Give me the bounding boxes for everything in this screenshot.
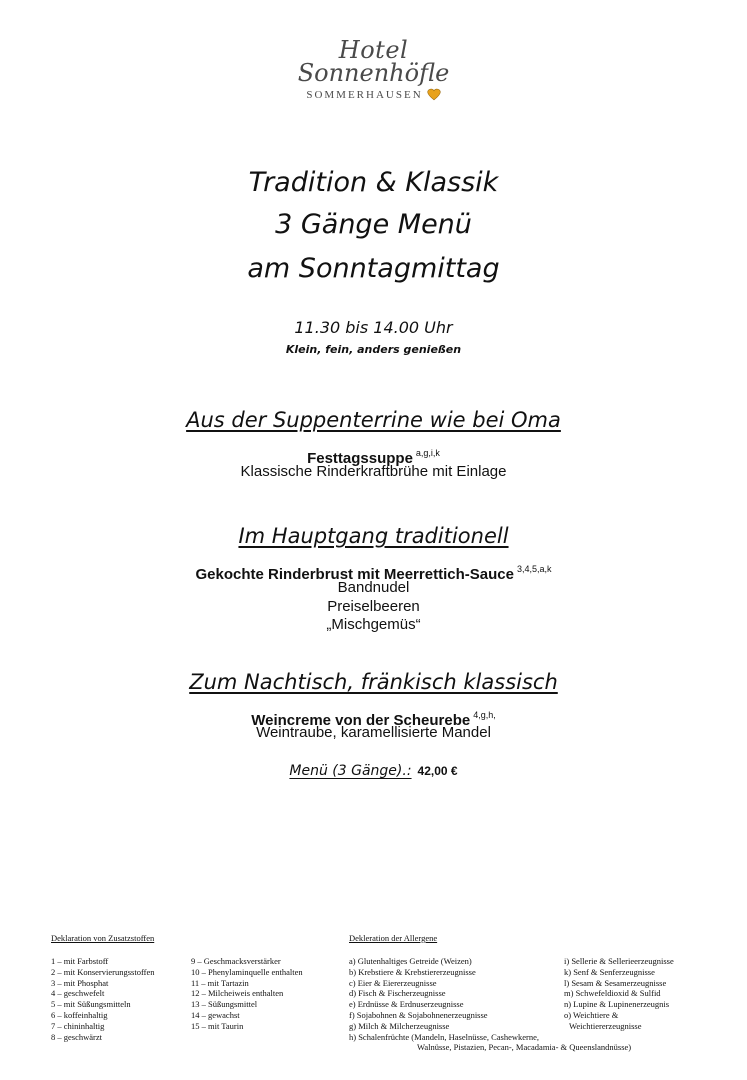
additive-item: 12 – Milcheiweis enthalten	[191, 988, 284, 999]
additive-item: 11 – mit Tartazin	[191, 977, 249, 988]
soup-description: Klassische Rinderkraftbrühe mit Einlage	[240, 463, 507, 480]
soup-dish-name: Festtagssuppe	[307, 450, 413, 467]
logo-name-text: Sonnenhöfle	[297, 59, 450, 87]
additive-item: 10 – Phenylaminquelle enthalten	[191, 966, 303, 977]
soup-heading: Aus der Suppenterrine wie bei Oma	[186, 408, 561, 432]
allergen-item: Weichtiererzeugnisse	[569, 1020, 642, 1031]
dessert-allergen-codes: 4,g,h,	[473, 710, 496, 720]
allergen-item: d) Fisch & Fischerzeugnisse	[349, 988, 446, 999]
additive-item: 5 – mit Süßungsmitteln	[51, 999, 131, 1010]
menu-title-line-2: 3 Gänge Menü	[275, 209, 472, 240]
allergens-title	[349, 933, 437, 944]
additive-item: 9 – Geschmacksverstärker	[191, 956, 281, 966]
main-side-2: Preiselbeeren	[327, 598, 420, 615]
main-allergen-codes: 3,4,5,a,k	[516, 564, 552, 574]
allergens-title-text: Dekleration der Allergene	[349, 933, 438, 943]
dessert-heading: Zum Nachtisch, fränkisch klassisch	[189, 670, 558, 694]
hotel-logo	[0, 38, 747, 102]
allergen-item: m) Schwefeldioxid & Sulfid	[564, 988, 661, 999]
additive-item: 4 – geschwefelt	[51, 988, 105, 999]
allergen-item: c) Eier & Eiererzeugnisse	[349, 977, 437, 988]
allergen-item: i) Sellerie & Sellerieerzeugnisse	[564, 956, 674, 966]
allergen-item: h) Schalenfrüchte (Mandeln, Haselnüsse, Cashewkerne,	[349, 1031, 540, 1042]
allergen-item: l) Sesam & Sesamerzeugnisse	[564, 977, 667, 988]
additive-item: 14 – gewachst	[191, 1009, 240, 1020]
main-side-3: „Mischgemüs“	[326, 616, 421, 633]
main-heading: Im Hauptgang traditionell	[238, 524, 509, 548]
menu-title-line-3: am Sonntagmittag	[247, 253, 500, 284]
additive-item: 15 – mit Taurin	[191, 1020, 244, 1031]
dessert-description: Weintraube, karamellisierte Mandel	[256, 724, 491, 741]
allergen-item: n) Lupine & Lupinenerzeugnis	[564, 999, 670, 1010]
additive-item: 8 – geschwärzt	[51, 1031, 102, 1042]
logo-hotel-text: Hotel	[338, 36, 409, 64]
allergen-item: o) Weichtiere &	[564, 1009, 619, 1020]
allergen-item: b) Krebstiere & Krebstiererzeugnisse	[349, 966, 476, 977]
dessert-dish-name: Weincreme von der Scheurebe	[251, 712, 471, 729]
additive-item: 7 – chininhaltig	[51, 1020, 105, 1031]
additive-item: 1 – mit Farbstoff	[51, 956, 109, 966]
main-dish-name: Gekochte Rinderbrust mit Meerrettich-Sauce	[195, 566, 514, 583]
heart-icon	[427, 88, 441, 102]
allergen-item: f) Sojabohnen & Sojabohnenerzeugnisse	[349, 1009, 488, 1020]
serving-time: 11.30 bis 14.00 Uhr	[294, 318, 453, 337]
allergen-item: Walnüsse, Pistazien, Pecan-, Macadamia- & Queenslandnüsse)	[417, 1042, 632, 1053]
tagline: Klein, fein, anders genießen	[285, 343, 462, 356]
soup-allergen-codes: a,g,i,k	[415, 448, 440, 458]
price-label: Menü (3 Gänge).:	[289, 763, 412, 779]
allergens-list-2	[564, 956, 674, 1032]
additives-list-1	[51, 956, 154, 1042]
additives-title-text: Deklaration von Zusatzstoffen	[51, 933, 155, 943]
allergen-item: a) Glutenhaltiges Getreide (Weizen)	[349, 956, 472, 966]
allergen-item: k) Senf & Senferzeugnisse	[564, 966, 655, 977]
logo-city-text: SOMMERHAUSEN	[306, 89, 423, 101]
price-row	[0, 762, 747, 780]
main-side-1: Bandnudel	[337, 579, 410, 596]
additive-item: 3 – mit Phosphat	[51, 977, 109, 988]
price-value: 42,00 €	[417, 764, 458, 778]
additives-list-2	[191, 956, 303, 1032]
logo-city-row	[0, 88, 747, 102]
additive-item: 13 – Süßungsmittel	[191, 999, 258, 1010]
additive-item: 6 – koffeinhaltig	[51, 1009, 108, 1020]
additive-item: 2 – mit Konservierungsstoffen	[51, 966, 155, 977]
menu-title-line-1: Tradition & Klassik	[248, 167, 499, 198]
additives-title	[51, 933, 154, 944]
allergen-item: e) Erdnüsse & Erdnuserzeugnisse	[349, 999, 464, 1010]
allergen-item: g) Milch & Milcherzeugnisse	[349, 1020, 450, 1031]
